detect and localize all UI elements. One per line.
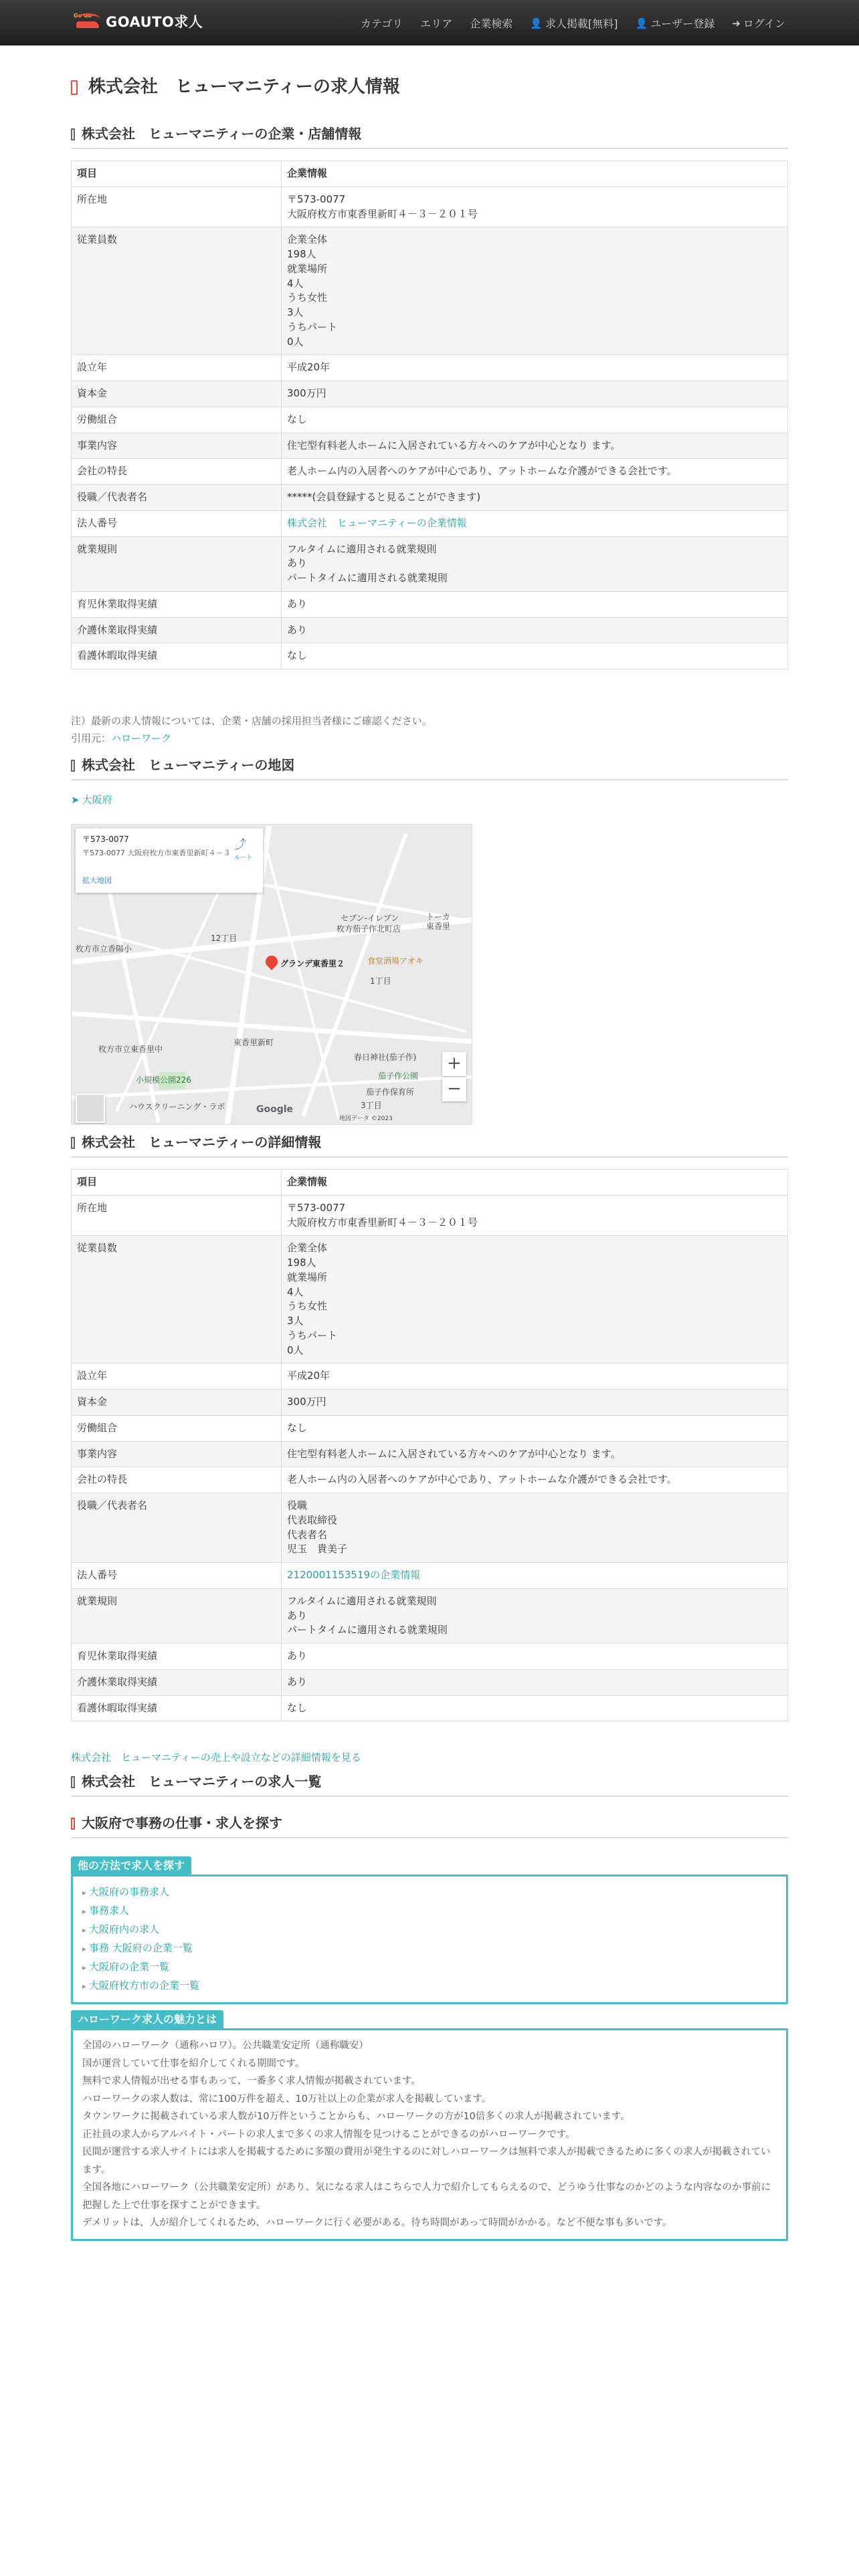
list-item[interactable] — [82, 1977, 777, 1996]
table-row — [72, 1441, 788, 1467]
row-label: 法人番号 — [72, 510, 282, 536]
table-row — [72, 591, 788, 617]
source-link[interactable]: ハローワーク — [111, 732, 172, 744]
table-row — [72, 1695, 788, 1721]
row-label: 設立年 — [72, 355, 282, 381]
section-marker-icon — [71, 1776, 75, 1788]
hellowork-text: 無料で求人情報が出せる事もあって、一番多く求人情報が掲載されています。 — [82, 2076, 421, 2087]
disclaimer-note: 注）最新の求人情報については、企業・店舗の採用担当者様にご確認ください。 — [71, 715, 432, 727]
zoom-out-button[interactable]: − — [442, 1077, 466, 1101]
table-row — [72, 459, 788, 485]
row-label: 従業員数 — [72, 1236, 282, 1364]
hellowork-text: 正社員の求人からアルバイト・パートの求人まで多くの求人情報を見つけることができるのがハローワークです。 — [82, 2129, 575, 2140]
map-card-large-map-link[interactable]: 拡大地図 — [82, 876, 112, 885]
row-value — [282, 1415, 788, 1441]
row-label: 事業内容 — [72, 433, 282, 459]
row-label: 育児休業取得実績 — [72, 1644, 282, 1670]
nav-menu — [361, 16, 785, 31]
row-value — [282, 536, 788, 591]
table-row — [72, 1669, 788, 1695]
row-value-line: 大阪府枚方市東香里新町４－３－２０１号 — [287, 207, 478, 220]
hellowork-text: 全国のハローワーク（通称ハロワ）。公共職業安定所（通称職安） — [82, 2040, 369, 2052]
section-heading-text: 株式会社 ヒューマニティーの求人一覧 — [82, 1774, 322, 1790]
row-value-line: 〒573-0077 — [287, 1201, 346, 1214]
table-row — [72, 485, 788, 511]
car-logo-icon — [74, 12, 102, 32]
row-value-line: 0人 — [287, 335, 304, 348]
row-value — [282, 1563, 788, 1589]
table-row — [72, 187, 788, 227]
map-label-junior-school: 枚方市立東香里中 — [98, 1045, 163, 1054]
row-label: 資本金 — [72, 1390, 282, 1416]
row-value-line: 〒573-0077 — [287, 193, 346, 205]
map-label-school: 枚方市立香陽小 — [76, 944, 132, 954]
row-value-line: あり — [287, 557, 308, 570]
row-label: 所在地 — [72, 1195, 282, 1236]
brand-name: GOAUTO求人 — [106, 14, 203, 30]
column-header: 項目 — [72, 161, 282, 187]
google-map[interactable] — [71, 824, 472, 1125]
section-heading-text: 株式会社 ヒューマニティーの詳細情報 — [82, 1134, 322, 1150]
user-icon: 👤 — [530, 17, 543, 29]
nav-company-search-label: 企業検索 — [470, 17, 513, 30]
list-item-label: 大阪府枚方市の企業一覧 — [89, 1979, 200, 1992]
table-row — [72, 1236, 788, 1364]
location-pin-icon[interactable] — [263, 953, 280, 970]
row-value — [282, 643, 788, 669]
row-value-line: 企業全体 — [287, 233, 328, 246]
row-value-line: うち女性 — [287, 292, 328, 304]
row-value-line: 老人ホーム内の入居者へのケアが中心であり、アットホームな介護ができる会社です。 — [287, 1473, 677, 1486]
table-row — [72, 536, 788, 591]
map-card-address: 〒573-0077 大阪府枚方市東香里新町４－３ — [82, 849, 231, 858]
row-value — [282, 485, 788, 511]
row-value — [282, 1364, 788, 1390]
row-value-line: なし — [287, 649, 308, 662]
row-label: 育児休業取得実績 — [72, 591, 282, 617]
nav-company-search[interactable] — [470, 16, 512, 31]
row-value-line: あり — [287, 623, 308, 636]
row-value-line: 300万円 — [287, 1396, 326, 1408]
table-row — [72, 1390, 788, 1416]
row-value — [282, 510, 788, 536]
row-value — [282, 591, 788, 617]
nav-register-label: ユーザー登録 — [650, 17, 715, 30]
list-item-label: 事務求人 — [89, 1905, 130, 1917]
map-layer-toggle[interactable] — [76, 1093, 105, 1123]
map-label-higashikori: 東香里新町 — [233, 1038, 274, 1047]
table-row — [72, 1563, 788, 1589]
section-heading-detail — [71, 1133, 788, 1158]
row-value — [282, 227, 788, 355]
list-item[interactable] — [82, 1902, 777, 1921]
row-value-line: うち女性 — [287, 1300, 328, 1313]
table-row — [72, 1364, 788, 1390]
company-info-table — [71, 160, 788, 669]
row-value — [282, 1467, 788, 1493]
row-value — [282, 381, 788, 407]
location-arrow-icon: ➤ — [71, 794, 80, 806]
table-row — [72, 1467, 788, 1493]
section-heading-map — [71, 756, 788, 780]
logo-small-text: Go Go — [74, 13, 92, 19]
hellowork-text: タウンワークに掲載されている求人数が10万件ということからも、ハローワークの方が10倍多くの求人が掲載されています。 — [82, 2111, 630, 2123]
google-logo: Google — [256, 1104, 294, 1115]
row-value — [282, 1195, 788, 1236]
row-value — [282, 407, 788, 433]
list-item[interactable] — [82, 1958, 777, 1977]
row-label: 介護休業取得実績 — [72, 617, 282, 643]
row-value-line: あり — [287, 1650, 308, 1662]
row-value-line: 大阪府枚方市東香里新町４－３－２０１号 — [287, 1216, 478, 1228]
table-header-row — [72, 1170, 788, 1196]
table-row — [72, 1195, 788, 1236]
top-navbar — [0, 0, 859, 45]
brand-logo-link[interactable] — [74, 12, 203, 32]
hellowork-title: ハローワーク求人の魅力とは — [71, 2010, 223, 2028]
bullet-icon: ▸ — [82, 1907, 87, 1917]
row-label: 就業規則 — [72, 536, 282, 591]
row-label: 役職／代表者名 — [72, 1493, 282, 1563]
list-item-label: 事務 大阪府の企業一覧 — [89, 1942, 193, 1955]
section-heading-text: 大阪府で事務の仕事・求人を探す — [82, 1815, 282, 1831]
map-label-seven-eleven-branch: 枚方茄子作北町店 — [337, 924, 401, 934]
list-item[interactable] — [82, 1883, 777, 1902]
section-heading-text: 株式会社 ヒューマニティーの企業・店舗情報 — [82, 126, 362, 142]
nav-area-label: エリア — [420, 17, 453, 30]
map-label-chome3: 3丁目 — [361, 1101, 382, 1110]
prefecture-link[interactable] — [71, 793, 788, 808]
map-label-target: グランデ東香里２ — [280, 959, 345, 968]
section-marker-icon — [71, 128, 75, 140]
map-label-chome1: 1丁目 — [370, 976, 391, 986]
detail-info-table — [71, 1169, 788, 1721]
directions-icon[interactable]: ⤴ ルート — [234, 837, 252, 863]
row-value-line: なし — [287, 1421, 308, 1434]
row-value-line: 代表者名 — [287, 1528, 328, 1541]
row-value-line: フルタイムに適用される就業規則 — [287, 1594, 437, 1607]
row-value — [282, 1441, 788, 1467]
row-value — [282, 1644, 788, 1670]
bullet-icon: ▸ — [82, 1925, 87, 1935]
table-row — [72, 1415, 788, 1441]
row-value — [282, 1588, 788, 1643]
bullet-icon: ▸ — [82, 1963, 87, 1973]
bullet-icon: ▸ — [82, 1944, 87, 1954]
section-heading-text: 株式会社 ヒューマニティーの地図 — [82, 757, 295, 773]
hellowork-text: 民間が運営する求人サイトには求人を掲載するために多額の費用が発生するのに対しハローワークは無料で求人が掲載できるために多くの求人が掲載されています。 — [82, 2147, 771, 2175]
hellowork-text: デメリットは、人が紹介してくれるため、ハローワークに行く必要がある。待ち時間があって時間がかかる。など不便な事も多いです。 — [82, 2218, 672, 2229]
row-value-line: 児玉 貴美子 — [287, 1543, 348, 1555]
row-value — [282, 459, 788, 485]
row-value-line: あり — [287, 1609, 308, 1622]
page-title — [71, 75, 788, 100]
row-value-line: フルタイムに適用される就業規則 — [287, 542, 437, 555]
hellowork-box — [71, 2028, 788, 2241]
list-item[interactable] — [82, 1939, 777, 1958]
row-value-line: 3人 — [287, 306, 304, 318]
table-row — [72, 617, 788, 643]
row-value — [282, 355, 788, 381]
row-value-line: 役職 — [287, 1499, 308, 1511]
page-title-text: 株式会社 ヒューマニティーの求人情報 — [88, 77, 400, 97]
map-info-card — [76, 829, 263, 893]
nav-post-job[interactable] — [530, 16, 617, 31]
zoom-in-button[interactable]: + — [442, 1052, 466, 1076]
row-value-line: 代表取締役 — [287, 1513, 338, 1526]
section-marker-icon — [71, 1818, 75, 1830]
map-label-house-cleaning: ハウスクリーニング・ラボ — [129, 1102, 225, 1111]
row-label: 労働組合 — [72, 1415, 282, 1441]
row-value-line: パートタイムに適用される就業規則 — [287, 572, 448, 584]
map-label-poi-top2: 東香里 — [426, 922, 451, 931]
list-item[interactable] — [82, 1921, 777, 1939]
map-card-title: 〒573-0077 — [82, 835, 129, 844]
map-label-park: 小規模公園226 — [136, 1075, 191, 1085]
row-value — [282, 1669, 788, 1695]
table-row — [72, 433, 788, 459]
row-value-line: あり — [287, 597, 308, 610]
row-label: 事業内容 — [72, 1441, 282, 1467]
row-value-line: うちパート — [287, 1329, 338, 1341]
row-label: 設立年 — [72, 1364, 282, 1390]
source-line — [71, 732, 788, 746]
row-value-line: 3人 — [287, 1315, 304, 1327]
row-value — [282, 433, 788, 459]
row-label: 看護休暇取得実績 — [72, 1695, 282, 1721]
nav-login[interactable] — [732, 16, 785, 31]
row-value-line: なし — [287, 1701, 308, 1714]
row-label: 就業規則 — [72, 1588, 282, 1643]
row-value-line: 住宅型有料老人ホームに入居されている方々へのケアが中心となり ます。 — [287, 439, 621, 451]
row-value — [282, 187, 788, 227]
row-value-line: あり — [287, 1675, 308, 1688]
section-heading-search — [71, 1814, 788, 1838]
nav-register[interactable] — [636, 16, 715, 31]
map-label-nursery: 茄子作保育所 — [366, 1087, 415, 1097]
row-value — [282, 1236, 788, 1364]
row-value-line: 198人 — [287, 248, 316, 260]
list-item-label: 大阪府の企業一覧 — [89, 1961, 170, 1973]
map-copyright: 地図データ ©2023 — [339, 1115, 393, 1123]
other-search-title: 他の方法で求人を探す — [71, 1856, 191, 1874]
list-item-label: 大阪府の事務求人 — [89, 1886, 170, 1899]
bullet-icon: ▸ — [82, 1981, 87, 1992]
row-value-line: うちパート — [287, 320, 338, 333]
map-label-chome12: 12丁目 — [211, 934, 237, 943]
corporate-info-link[interactable]: 2120001153519の企業情報 — [287, 1569, 421, 1581]
row-value-line: 住宅型有料老人ホームに入居されている方々へのケアが中心となり ます。 — [287, 1447, 621, 1460]
other-search-box — [71, 1874, 788, 2004]
row-label: 看護休暇取得実績 — [72, 643, 282, 669]
map-label-restaurant: 食堂酒場アオキ — [367, 956, 423, 966]
row-label: 法人番号 — [72, 1563, 282, 1589]
row-value-line: 4人 — [287, 277, 304, 290]
row-value-line: *****(会員登録すると見ることができます) — [287, 491, 481, 503]
directions-label: ルート — [233, 855, 252, 862]
table-row — [72, 1493, 788, 1563]
row-value-line: 198人 — [287, 1257, 316, 1269]
row-value — [282, 617, 788, 643]
nav-post-job-label: 求人掲載[無料] — [545, 17, 618, 30]
row-label: 会社の特長 — [72, 1467, 282, 1493]
table-header-row — [72, 161, 788, 187]
nav-category-label: カテゴリ — [360, 17, 403, 30]
row-value-line: 4人 — [287, 1285, 304, 1298]
map-label-seven-eleven: セブン-イレブン — [341, 914, 399, 923]
row-value-line: パートタイムに適用される就業規則 — [287, 1624, 448, 1636]
table-row — [72, 1588, 788, 1643]
row-value-line: 平成20年 — [287, 1370, 330, 1382]
map-label-poi-top: トーカ — [426, 912, 450, 922]
row-value-line: 老人ホーム内の入居者へのケアが中心であり、アットホームな介護ができる会社です。 — [287, 465, 677, 477]
nav-area[interactable] — [420, 16, 452, 31]
column-header: 企業情報 — [282, 1170, 788, 1196]
table-row — [72, 510, 788, 536]
row-label: 所在地 — [72, 187, 282, 227]
user-icon: 👤 — [635, 17, 648, 29]
map-label-nasu-park: 茄子作公園 — [378, 1071, 419, 1081]
column-header: 項目 — [72, 1170, 282, 1196]
row-value — [282, 1390, 788, 1416]
row-value — [282, 1493, 788, 1563]
row-value-line: 企業全体 — [287, 1242, 328, 1255]
table-row — [72, 407, 788, 433]
column-header: 企業情報 — [282, 161, 788, 187]
nav-login-label: ログイン — [743, 17, 785, 30]
table-row — [72, 1644, 788, 1670]
corporate-info-link[interactable]: 株式会社 ヒューマニティーの企業情報 — [287, 516, 467, 529]
sign-in-icon: ➜ — [732, 17, 741, 29]
hellowork-text: ハローワークの求人数は、常に100万件を超え、10万社以上の企業が求人を掲載しています。 — [82, 2093, 492, 2105]
list-item-label: 大阪府内の求人 — [89, 1923, 160, 1936]
row-label: 資本金 — [72, 381, 282, 407]
section-marker-icon — [71, 760, 75, 772]
table-row — [72, 381, 788, 407]
row-label: 介護休業取得実績 — [72, 1669, 282, 1695]
hellowork-text: 国が運営していて仕事を紹介してくれる期間です。 — [82, 2058, 305, 2069]
section-heading-jobs — [71, 1772, 788, 1797]
row-value-line: 就業場所 — [287, 1271, 328, 1283]
table-row — [72, 355, 788, 381]
row-value-line: 就業場所 — [287, 262, 328, 275]
title-marker-icon — [71, 80, 78, 95]
source-label: 引用元： — [71, 732, 112, 744]
row-label: 労働組合 — [72, 407, 282, 433]
row-value-line: 0人 — [287, 1344, 304, 1356]
nav-category[interactable] — [361, 16, 403, 31]
row-value-line: 平成20年 — [287, 361, 330, 374]
hellowork-text: 全国各地にハローワーク（公共職業安定所）があり、気になる求人はこちらで人力で紹介してもらえるので、どうゆう仕事なのかどのような内容なのか事前に把握した上で仕事を探すことができます。 — [82, 2182, 771, 2211]
section-heading-company — [71, 124, 788, 149]
section-marker-icon — [71, 1137, 75, 1149]
row-label: 会社の特長 — [72, 459, 282, 485]
table-row — [72, 643, 788, 669]
table-row — [72, 227, 788, 355]
row-value-line: なし — [287, 413, 308, 425]
row-value — [282, 1695, 788, 1721]
prefecture-link-label: 大阪府 — [82, 794, 112, 806]
bullet-icon: ▸ — [82, 1888, 87, 1898]
row-label: 従業員数 — [72, 227, 282, 355]
row-value-line: 300万円 — [287, 387, 326, 399]
detail-info-link[interactable]: 株式会社 ヒューマニティーの売上や設立などの詳細情報を見る — [71, 1751, 361, 1763]
row-label: 役職／代表者名 — [72, 485, 282, 511]
map-label-shrine: 春日神社(茄子作) — [354, 1053, 417, 1062]
